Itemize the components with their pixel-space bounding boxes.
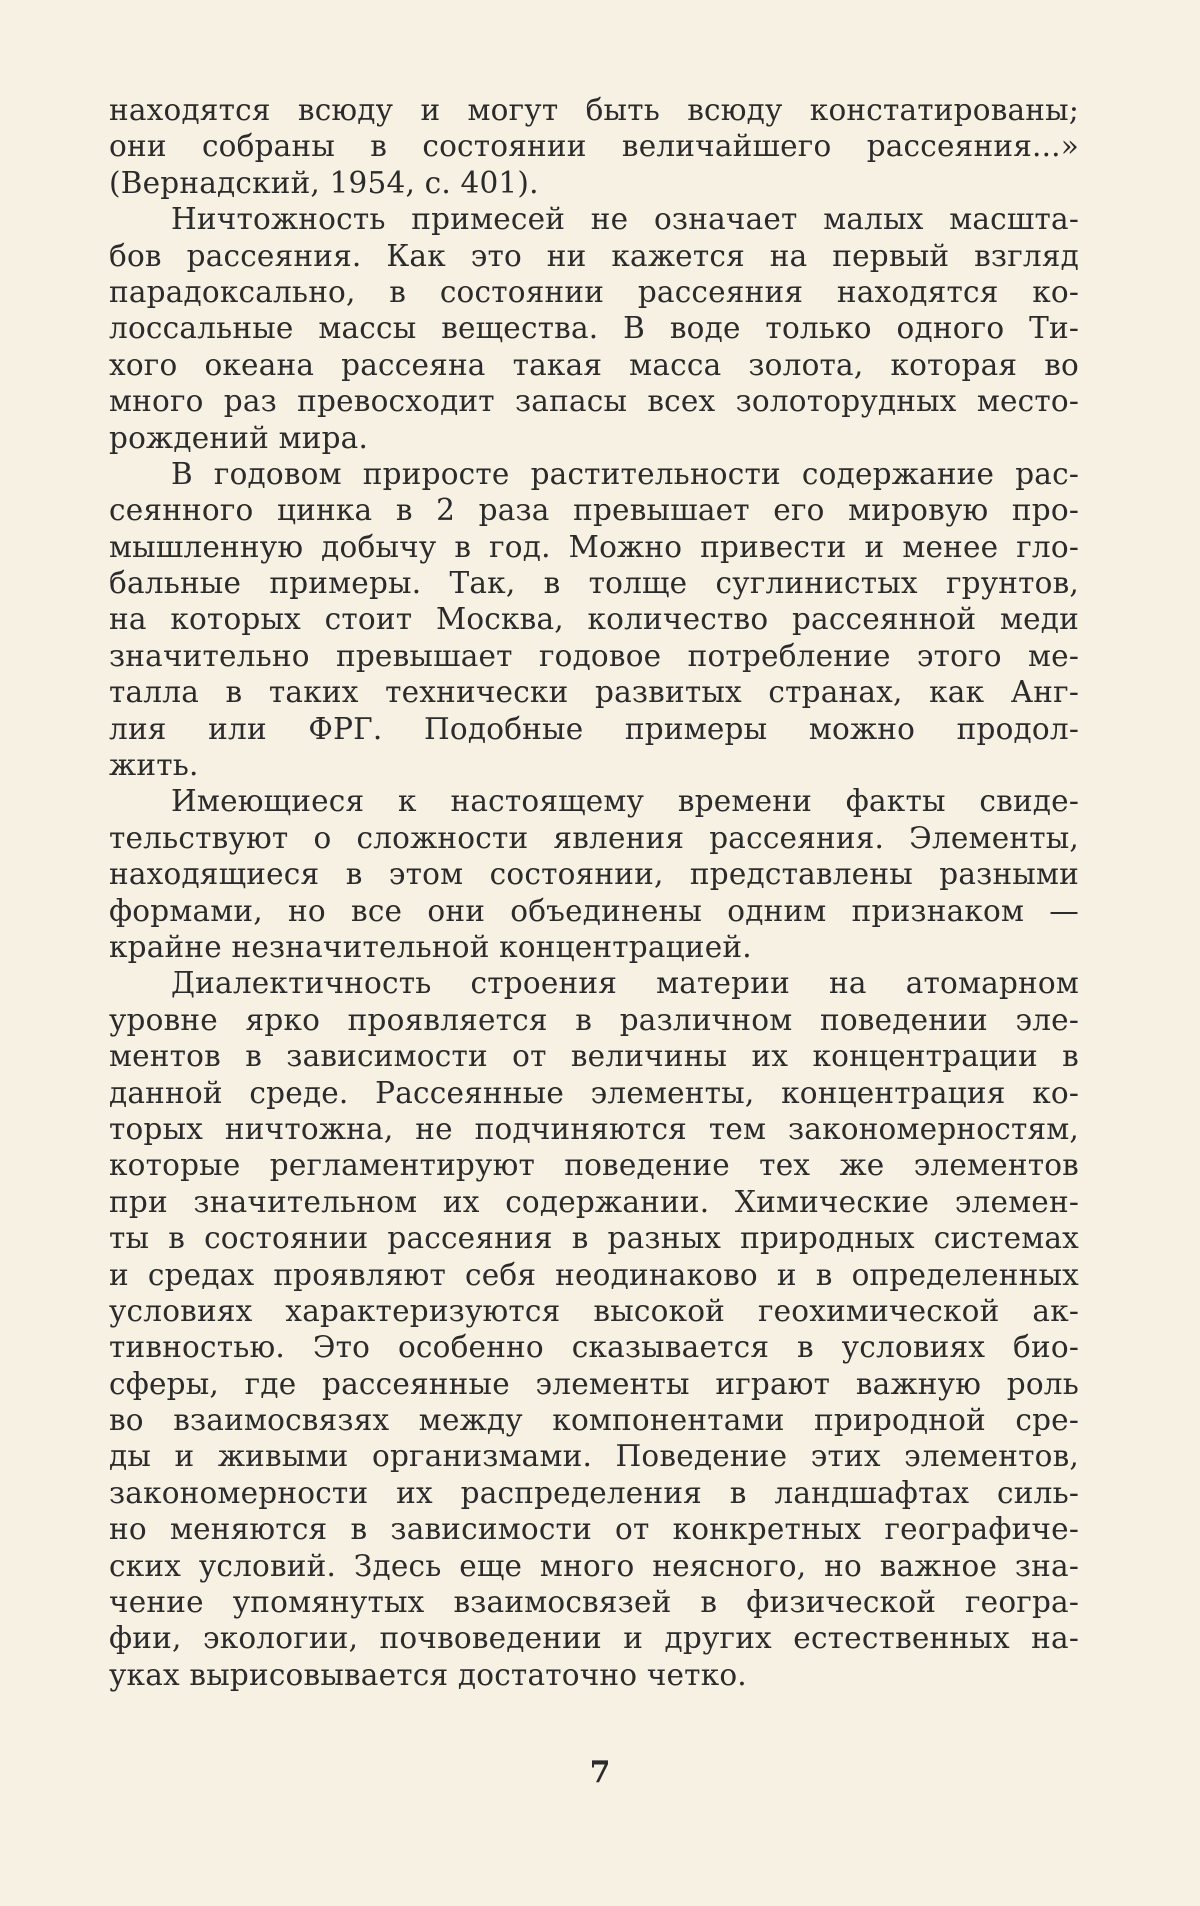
text-line: они собраны в состоянии величайшего рассеяния...»	[109, 129, 1079, 164]
paragraph	[109, 201, 1079, 456]
text-line: но меняются в зависимости от конкретных географиче-	[109, 1512, 1079, 1547]
body-text	[109, 92, 1079, 1693]
text-line: Ничтожность примесей не означает малых масшта-	[171, 202, 1079, 237]
text-line: закономерности их распределения в ландшафтах силь-	[109, 1475, 1079, 1510]
text-line: много раз превосходит запасы всех золоторудных место-	[109, 384, 1079, 419]
text-line: ды и живыми организмами. Поведение этих элементов,	[109, 1439, 1079, 1474]
text-line: бов рассеяния. Как это ни кажется на первый взгляд	[109, 238, 1079, 273]
text-line: на которых стоит Москва, количество рассеянной меди	[109, 602, 1079, 637]
text-line: мышленную добычу в год. Можно привести и менее гло-	[109, 529, 1079, 564]
text-line: чение упомянутых взаимосвязей в физической геогра-	[109, 1585, 1079, 1620]
text-line: фии, экологии, почвоведении и других естественных на-	[109, 1621, 1079, 1656]
text-line: уках вырисовывается достаточно четко.	[109, 1657, 747, 1692]
text-line: данной среде. Рассеянные элементы, концентрация ко-	[109, 1075, 1079, 1110]
text-line: ты в состоянии рассеяния в разных природных системах	[109, 1221, 1079, 1256]
text-line: тельствуют о сложности явления рассеяния. Элементы,	[109, 820, 1079, 855]
paragraph	[109, 783, 1079, 965]
text-line: лоссальные массы вещества. В воде только одного Ти-	[109, 311, 1079, 346]
text-line: (Вернадский, 1954, с. 401).	[109, 165, 539, 200]
text-line: ментов в зависимости от величины их концентрации в	[109, 1039, 1079, 1074]
page-number: 7	[589, 1755, 611, 1790]
text-line: Имеющиеся к настоящему времени факты свиде-	[171, 784, 1079, 819]
text-line: ских условий. Здесь еще много неясного, но важное зна-	[109, 1548, 1079, 1583]
text-line: находящиеся в этом состоянии, представлены разными	[109, 857, 1079, 892]
text-line: хого океана рассеяна такая масса золота, которая во	[109, 347, 1079, 382]
text-line: и средах проявляют себя неодинаково и в определенных	[109, 1257, 1079, 1292]
text-line: бальные примеры. Так, в толще суглинистых грунтов,	[109, 566, 1079, 601]
text-line: парадоксально, в состоянии рассеяния находятся ко-	[109, 274, 1079, 309]
text-line: сферы, где рассеянные элементы играют важную роль	[109, 1366, 1079, 1401]
text-line: во взаимосвязях между компонентами природной сре-	[109, 1403, 1079, 1438]
text-line: тивностью. Это особенно сказывается в условиях био-	[109, 1330, 1079, 1365]
text-line: лия или ФРГ. Подобные примеры можно продол-	[109, 711, 1079, 746]
text-line: уровне ярко проявляется в различном поведении эле-	[109, 1002, 1079, 1037]
text-line: торых ничтожна, не подчиняются тем закономерностям,	[109, 1111, 1079, 1146]
text-line: талла в таких технически развитых странах, как Анг-	[109, 675, 1079, 710]
paragraph	[109, 456, 1079, 784]
text-line: значительно превышает годовое потребление этого ме-	[109, 638, 1079, 673]
paragraph	[109, 965, 1079, 1693]
text-line: при значительном их содержании. Химические элемен-	[109, 1184, 1079, 1219]
text-line: Диалектичность строения материи на атомарном	[171, 966, 1079, 1001]
text-line: крайне незначительной концентрацией.	[109, 929, 752, 964]
text-line: условиях характеризуются высокой геохимической ак-	[109, 1293, 1079, 1328]
text-line: жить.	[109, 748, 199, 783]
text-line: сеянного цинка в 2 раза превышает его мировую про-	[109, 493, 1079, 528]
text-line: находятся всюду и могут быть всюду констатированы;	[109, 93, 1079, 127]
text-line: рождений мира.	[109, 420, 369, 455]
text-line: В годовом приросте растительности содержание рас-	[171, 456, 1079, 491]
paragraph	[109, 92, 1079, 201]
text-line: формами, но все они объединены одним признаком —	[109, 893, 1079, 928]
text-line: которые регламентируют поведение тех же элементов	[109, 1148, 1079, 1183]
